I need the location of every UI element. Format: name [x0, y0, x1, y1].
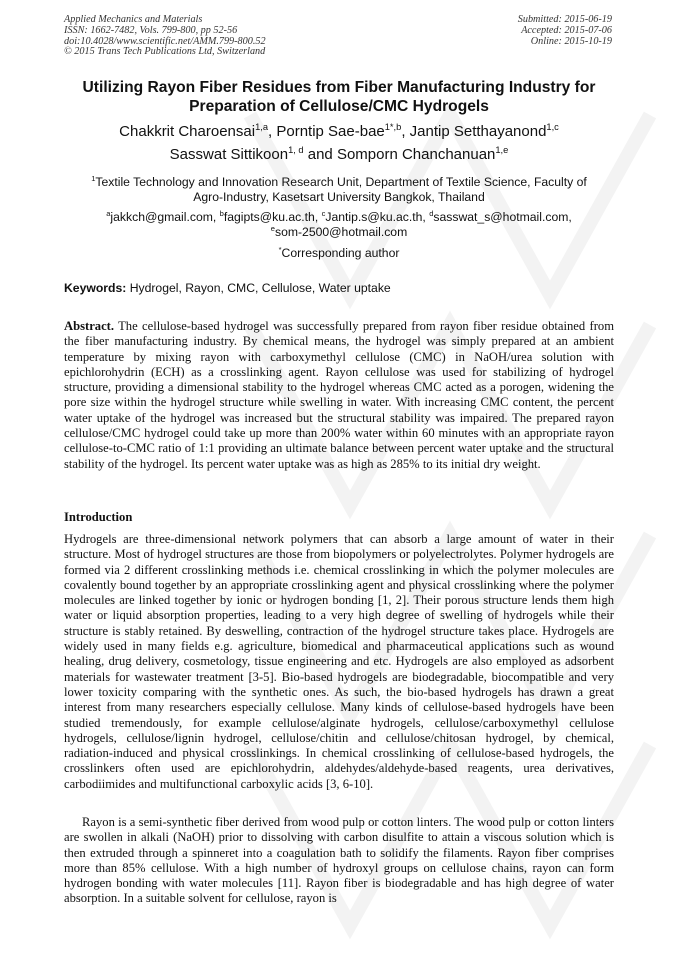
- email-superscript: a: [106, 208, 111, 218]
- abstract-label: Abstract.: [64, 319, 115, 333]
- email-line-1: [64, 210, 614, 225]
- journal-name: Applied Mechanics and Materials: [64, 14, 203, 25]
- copyright: © 2015 Trans Tech Publications Ltd, Switzerland: [64, 46, 266, 58]
- author-name: , Jantip Setthayanond: [401, 123, 547, 140]
- doi: doi:10.4028/www.scientific.net/AMM.799-800.52: [64, 35, 266, 47]
- affiliation: [64, 175, 614, 205]
- submitted-date: Submitted: 2015-06-19: [517, 14, 612, 25]
- dates-header: [518, 15, 612, 47]
- author-superscript: 1*,b: [384, 122, 402, 132]
- email-address: som-2500@hotmail.com: [274, 224, 408, 239]
- email-superscript: e: [270, 223, 275, 233]
- email-line-2: [64, 225, 614, 240]
- affiliation-superscript: 1: [91, 173, 96, 183]
- email-superscript: d: [429, 208, 434, 218]
- introduction-paragraph-2: Rayon is a semi-synthetic fiber derived from wood pulp or cotton linters. The wood pulp or cotton linters are swollen in alkali (NaOH) prior to dissolving with carbon disulfite to attain a viscous solution which is then extruded through a spinneret into a coagulation bath to solidify the filaments. Rayon fiber comprises more than 85% cellulose. With a high number of hydroxyl groups on cellulose chains, rayon can form hydrogen bonding with water molecules [11]. Rayon fiber is biodegradable and has high degree of water absorption. In a suitable solvent for cellulose, rayon is: [64, 815, 614, 906]
- title-line-1: Utilizing Rayon Fiber Residues from Fiber Manufacturing Industry for: [82, 79, 596, 96]
- email-address: Jantip.s@ku.ac.th,: [325, 210, 430, 224]
- online-date: Online: 2015-10-19: [530, 35, 612, 47]
- corresponding-text: Corresponding author: [281, 246, 400, 260]
- author-emails: [64, 210, 614, 239]
- abstract: [64, 319, 614, 472]
- keywords-label: Keywords:: [64, 281, 127, 295]
- accepted-date: Accepted: 2015-07-06: [521, 24, 612, 36]
- email-superscript: b: [219, 208, 224, 218]
- author-line-2: [40, 143, 638, 166]
- affiliation-text: Textile Technology and Innovation Research Unit, Department of Textile Science, Faculty of: [95, 175, 587, 189]
- keywords: [64, 281, 614, 296]
- author-superscript: 1, d: [288, 145, 304, 155]
- author-superscript: 1,a: [255, 122, 269, 132]
- corresponding-author-note: [64, 246, 614, 261]
- author-name: , Porntip Sae-bae: [268, 123, 385, 140]
- author-name: Sasswat Sittikoon: [169, 146, 289, 163]
- email-address: jakkch@gmail.com,: [110, 210, 220, 224]
- section-heading-introduction: Introduction: [64, 510, 133, 524]
- journal-header: [64, 15, 266, 58]
- paper-title: [40, 79, 638, 116]
- email-address: sasswat_s@hotmail.com,: [433, 210, 572, 224]
- title-line-2: Preparation of Cellulose/CMC Hydrogels: [189, 97, 489, 115]
- email-address: fagipts@ku.ac.th,: [223, 210, 322, 224]
- keywords-text: Hydrogel, Rayon, CMC, Cellulose, Water uptake: [126, 281, 391, 295]
- affiliation-line-1: [64, 175, 614, 190]
- author-superscript: 1,c: [546, 122, 559, 132]
- author-superscript: 1,e: [495, 145, 509, 155]
- author-name: and Somporn Chanchanuan: [303, 146, 496, 163]
- issn: ISSN: 1662-7482, Vols. 799-800, pp 52-56: [64, 24, 238, 36]
- author-name: Chakkrit Charoensai: [119, 123, 256, 140]
- introduction-paragraph-1: Hydrogels are three-dimensional network polymers that can absorb a large amount of water in their structure. Most of hydrogel structures are those from biopolymers or polyelectrolytes. Polymer hydrogels are formed via 2 different crosslinking methods i.e. chemical crosslinking in which the polymer molecules are covalently bound together by an appropriate crosslinking agent and physical crosslinking where the polymer molecules are linked together by ionic or hydrogen bonding [1, 2]. Their porous structure lends them high water or liquid absorption properties, leading to a very high degree of swelling of hydrogels while their structure is stably retained. By deswelling, contraction of the hydrogel structure takes place. Hydrogels are widely used in many fields e.g. agriculture, biomedical and pharmaceutical applications such as wound healing, drug delivery, cosmetology, tissue engineering and etc. Hydrogels are also employed as adsorbent materials for wastewater treatment [3-5]. Bio-based hydrogels are biodegradable, biocompatible and very lower toxicity comparing with the synthetic ones. As such, the bio-based hydrogels has drawn a great interest from many researchers especially cellulose. Many kinds of cellulose-based hydrogels have been studied tremendously, for example cellulose/alginate hydrogels, cellulose/carboxymethyl cellulose hydrogels, cellulose/lignin hydrogel, cellulose/chitin and cellulose/chitosan hydrogel, by chemical, radiation-induced and physical crosslinkings. In chemical crosslinking of cellulose-based hydrogels, the crosslinkers often used are epichlorohydrin, aldehydes/aldehyde-based reagents, urea derivatives, carbodiimides and multifunctional carboxylic acids [3, 6-10].: [64, 532, 614, 791]
- affiliation-line-2: Agro-Industry, Kasetsart University Bangkok, Thailand: [193, 190, 485, 205]
- author-line-1: [40, 120, 638, 143]
- author-list: [40, 120, 638, 166]
- email-superscript: c: [321, 208, 326, 218]
- corresponding-asterisk: *: [278, 244, 282, 254]
- abstract-text: The cellulose-based hydrogel was successfully prepared from rayon fiber residue obtained from the fiber manufacturing industry. By chemical means, the hydrogel was simply prepared at an ambient temperature by mixing rayon with carboxymethyl cellulose (CMC) in NaOH/urea solution with epichlorohydrin (ECH) as a crosslinking agent. Rayon cellulose was used for stabilizing of hydrogel structure, providing a dimensional stability to the hydrogel whereas CMC acted as a porogen, widening the pore size within the hydrogel structure while swelling in water. With increasing CMC content, the percent water uptake of the hydrogel was increased but the structural stability was impaired. The prepared rayon cellulose/CMC hydrogel could take up more than 200% water within 60 minutes with an appropriate rayon cellulose-to-CMC ratio of 1:1 providing an ultimate balance between percent water uptake and the structural stability of the hydrogel. Its percent water uptake was as high as 285% to its initial dry weight.: [64, 319, 614, 471]
